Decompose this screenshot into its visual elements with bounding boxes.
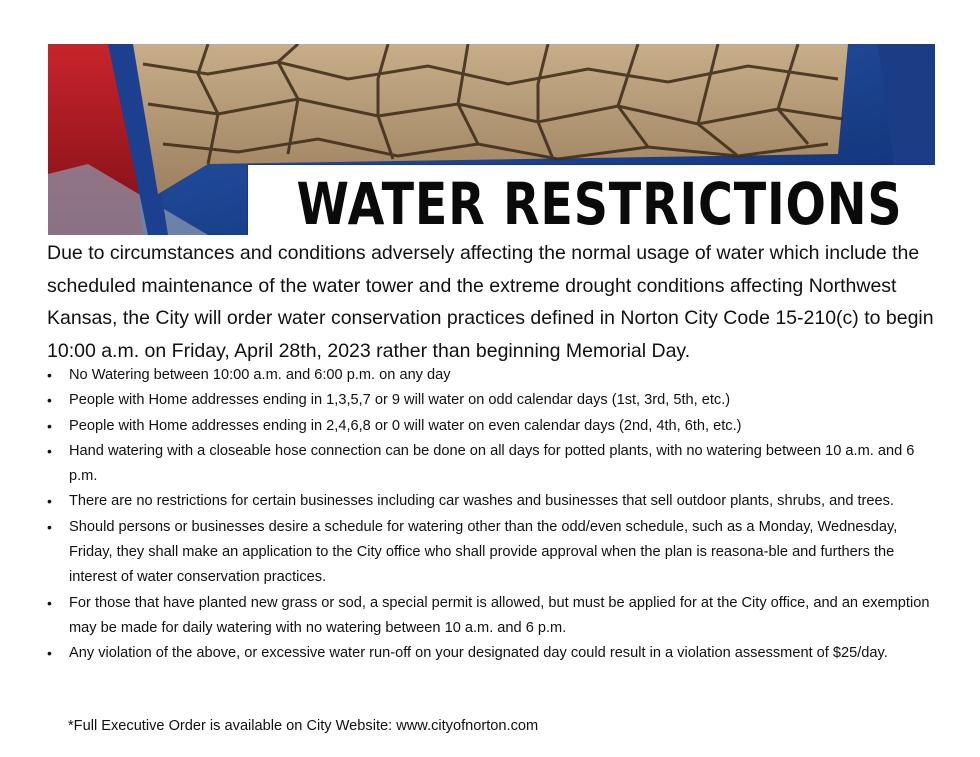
rule-text: For those that have planted new grass or sod, a special permit is allowed, but must be applied for at the City office, and an exemption may be made for daily watering with no watering between 10 a.m. and 6 p.m. — [69, 594, 930, 636]
rule-text: There are no restrictions for certain businesses including car washes and businesses that sell outdoor plants, shrubs, and trees. — [69, 493, 894, 510]
list-item — [47, 388, 937, 413]
rule-text: Should persons or businesses desire a schedule for watering other than the odd/even schedule, such as a Monday, Wednesday, Friday, they shall make an application to the City office who shall provide approval when the plan is reasona-ble and furthers the interest of water conservation practices. — [69, 518, 898, 586]
banner-title-box — [248, 165, 935, 235]
intro-paragraph — [47, 237, 942, 367]
list-item — [47, 489, 937, 514]
rule-text: People with Home addresses ending in 1,3,5,7 or 9 will water on odd calendar days (1st, 3rd, 5th, etc.) — [69, 392, 731, 409]
list-item — [47, 439, 937, 490]
banner-title: WATER RESTRICTIONS — [296, 170, 902, 235]
list-item — [47, 591, 937, 642]
bullet-icon: • — [47, 518, 52, 535]
bullet-icon: • — [47, 493, 52, 510]
bullet-icon: • — [47, 442, 52, 459]
rules-list — [47, 363, 937, 667]
rule-text: People with Home addresses ending in 2,4,6,8 or 0 will water on even calendar days (2nd, 4th, 6th, etc.) — [69, 417, 742, 434]
rule-text: Any violation of the above, or excessive water run-off on your designated day could result in a violation assessment of $25/day. — [69, 645, 888, 662]
bullet-icon: • — [47, 367, 52, 383]
list-item — [47, 515, 937, 591]
bullet-icon: • — [47, 392, 52, 409]
list-item — [47, 363, 937, 388]
bullet-icon: • — [47, 645, 52, 662]
list-item — [47, 641, 937, 666]
bullet-icon: • — [47, 417, 52, 434]
footnote: *Full Executive Order is available on City Website: www.cityofnorton.com — [68, 718, 539, 734]
list-item — [47, 414, 937, 439]
intro-text: Due to circumstances and conditions adversely affecting the normal usage of water which include the scheduled maintenance of the water tower and the extreme drought conditions affecting Northwest Kansas, the City will order water conservation practices defined in Norton City Code 15-210(c) to begin 10:00 a.m. on Friday, April 28th, 2023 rather than beginning Memorial Day. — [47, 242, 934, 362]
banner-image — [48, 44, 935, 235]
bullet-icon: • — [47, 594, 52, 611]
rule-text: No Watering between 10:00 a.m. and 6:00 p.m. on any day — [69, 367, 451, 383]
rule-text: Hand watering with a closeable hose connection can be done on all days for potted plants, with no watering between 10 a.m. and 6 p.m. — [69, 442, 915, 485]
